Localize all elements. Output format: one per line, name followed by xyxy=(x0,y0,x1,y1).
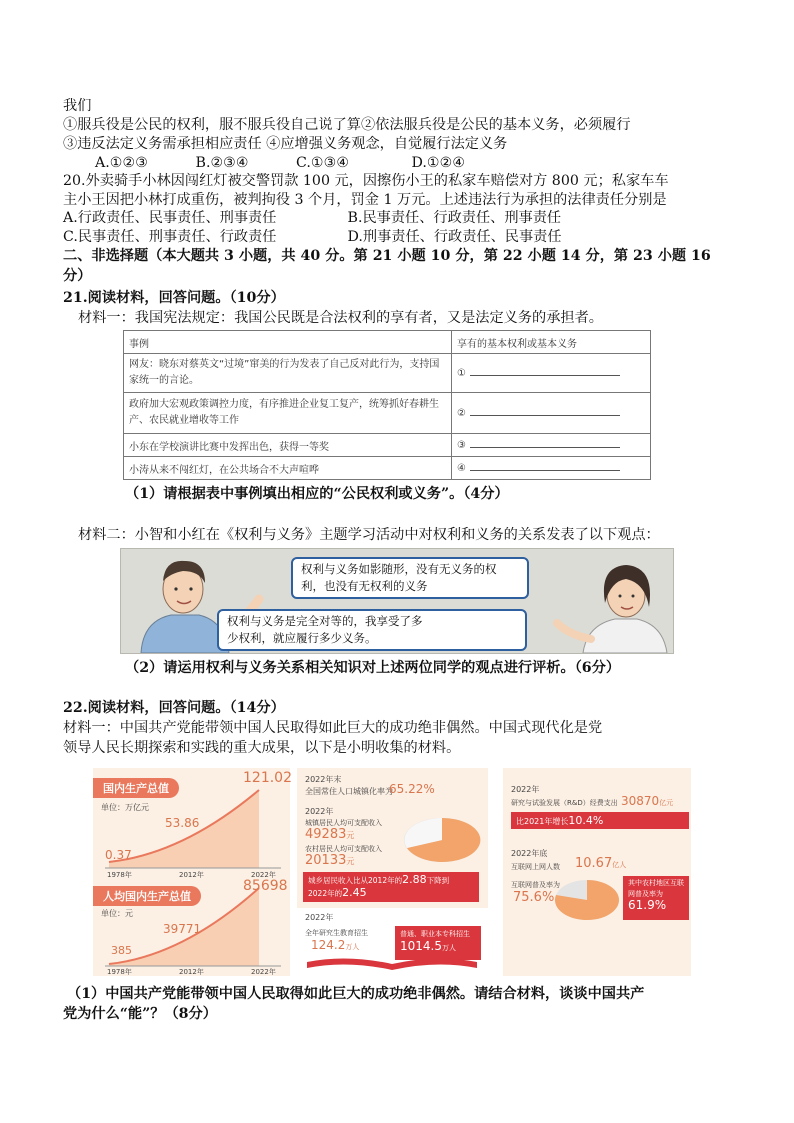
gdp-year-2012: 2012年 xyxy=(179,871,204,879)
gdp-year-2022: 2022年 xyxy=(251,871,276,879)
rural-rate-value: 61.9% xyxy=(628,898,667,912)
q21-title: 21.阅读材料，回答问题。（10分） xyxy=(63,290,285,306)
voc-enroll-label: 普通、职业本专科招生 xyxy=(400,930,470,938)
net-rate-label: 互联网普及率为 xyxy=(511,881,560,889)
net-year: 2022年底 xyxy=(511,849,548,858)
q22-sub1a: （1）中国共产党能带领中国人民取得如此巨大的成功绝非偶然。请结合材料，谈谈中国共产 xyxy=(67,986,645,1002)
ratio-from: 2.88 xyxy=(402,873,427,886)
book-icon xyxy=(297,768,488,976)
urban-year: 2022年末 xyxy=(305,775,342,784)
q22-material-1a: 材料一：中国共产党能带领中国人民取得如此巨大的成功绝非偶然。中国式现代化是党 xyxy=(63,720,603,736)
section2-heading-cont: 分） xyxy=(63,268,92,284)
table-row xyxy=(124,457,651,480)
net-rate: 75.6% xyxy=(513,890,555,905)
bubble-boy-line1: 权利与义务如影随形，没有无义务的权 xyxy=(301,562,497,576)
q21-sub2: （2）请运用权利与义务关系相关知识对上述两位同学的观点进行评析。（6分） xyxy=(125,660,621,676)
urban-income-unit: 元 xyxy=(346,831,355,840)
table-cell-answer[interactable] xyxy=(452,354,651,393)
rural-rate-box xyxy=(623,876,689,920)
per-capita-unit: 单位：元 xyxy=(101,909,133,918)
q20-choice-b[interactable]: B.民事责任、行政责任、刑事责任 xyxy=(347,210,562,226)
rights-duties-table xyxy=(123,330,651,480)
rd-unit: 亿元 xyxy=(659,799,674,807)
bubble-girl-line1: 权利与义务是完全对等的，我享受了多 xyxy=(227,614,423,628)
voc-enroll-number: 1014.5 xyxy=(400,939,442,953)
q20-stem-1: 20.外卖骑手小林因闯红灯被交警罚款 100 元，因擦伤小王的私家车赔偿对方 800 元；私家车车 xyxy=(63,173,669,189)
q19-options-3-4: ③违反法定义务需承担相应责任 ④应增强义务观念，自觉履行法定义务 xyxy=(63,136,508,152)
table-row xyxy=(124,434,651,457)
answer-blank[interactable] xyxy=(470,367,620,376)
q19-choice-b[interactable]: B.②③④ xyxy=(195,155,249,171)
rd-year: 2022年 xyxy=(511,785,540,794)
cartoon-illustration xyxy=(120,548,674,654)
education-year: 2022年 xyxy=(305,913,334,922)
ratio-mid: 下降到 xyxy=(426,876,450,885)
section2-heading: 二、非选择题（本大题共 3 小题，共 40 分。第 21 小题 10 分，第 22 小题 14 分，第 23 小题 16 xyxy=(63,248,711,264)
grad-enroll-label: 全年研究生教育招生 xyxy=(305,929,368,937)
q20-stem-2: 主小王因把小林打成重伤，被判拘役 3 个月，罚金 1 万元。上述违法行为承担的法律责任分别是 xyxy=(63,192,667,208)
urban-rate: 65.22% xyxy=(389,782,435,796)
rd-number: 30870 xyxy=(621,794,660,808)
table-header-answer: 享有的基本权利或基本义务 xyxy=(452,331,651,354)
table-cell-answer[interactable] xyxy=(452,393,651,434)
gdp-heading: 国内生产总值 xyxy=(93,778,179,798)
rural-income-number: 20133 xyxy=(305,853,347,868)
net-unit: 亿人 xyxy=(612,861,627,869)
per-capita-value-2022: 85698 xyxy=(243,878,288,894)
income-year: 2022年 xyxy=(305,807,334,816)
speech-bubble-girl xyxy=(217,609,527,651)
urban-income-label: 城镇居民人均可支配收入 xyxy=(305,819,382,827)
rd-label: 研究与试验发展（R&D）经费支出 xyxy=(511,799,618,807)
per-capita-value-1978: 385 xyxy=(111,944,132,957)
grad-enroll-unit: 万人 xyxy=(345,943,360,951)
per-capita-year-2022: 2022年 xyxy=(251,968,276,976)
q19-continued: 我们 xyxy=(63,98,92,114)
ratio-text: 城乡居民收入比从2012年的 xyxy=(308,876,403,885)
table-cell-case: 网友：晓东对蔡英文“过境”窜美的行为发表了自己反对此行为，支持国家统一的言论。 xyxy=(124,354,452,393)
table-header-case: 事例 xyxy=(124,331,452,354)
q22-sub1b: 党为什么“能”？（8分） xyxy=(63,1006,217,1022)
gdp-value-2012: 53.86 xyxy=(165,816,200,830)
table-cell-case: 政府加大宏观政策调控力度，有序推进企业复工复产，统筹抓好春耕生产、农民就业增收等工作 xyxy=(124,393,452,434)
table-cell-case: 小涛从来不闯红灯，在公共场合不大声喧哗 xyxy=(124,457,452,480)
q20-choice-d[interactable]: D.刑事责任、行政责任、民事责任 xyxy=(347,229,562,245)
answer-mark: ① xyxy=(457,368,466,379)
urban-income-number: 49283 xyxy=(305,827,347,842)
internet-pie-chart xyxy=(503,768,691,976)
answer-mark: ④ xyxy=(457,463,466,474)
rural-income-label: 农村居民人均可支配收入 xyxy=(305,845,382,853)
urban-text: 全国常住人口城镇化率为 xyxy=(305,787,393,796)
rural-rate-label: 其中农村地区互联网普及率为 xyxy=(628,879,684,898)
rd-growth-value: 10.4% xyxy=(568,814,604,827)
rural-income-unit: 元 xyxy=(346,857,355,866)
q21-material-1: 材料一：我国宪法规定：我国公民既是合法权利的享有者，又是法定义务的承担者。 xyxy=(78,310,603,326)
gdp-value-1978: 0.37 xyxy=(105,848,132,862)
answer-mark: ② xyxy=(457,408,466,419)
bubble-girl-line2: 少权利，就应履行多少义务。 xyxy=(227,631,377,645)
per-capita-year-1978: 1978年 xyxy=(107,968,132,976)
answer-blank[interactable] xyxy=(470,462,620,471)
q19-choice-d[interactable]: D.①②④ xyxy=(411,155,466,171)
q20-choices-ab xyxy=(63,209,561,228)
table-cell-case: 小东在学校演讲比赛中发挥出色，获得一等奖 xyxy=(124,434,452,457)
q19-choice-c[interactable]: C.①③④ xyxy=(296,155,350,171)
net-label: 互联网上网人数 xyxy=(511,863,560,871)
table-header-row xyxy=(124,331,651,354)
q19-choice-a[interactable]: A.①②③ xyxy=(95,155,148,171)
infographic-tech-panel xyxy=(503,768,691,976)
q22-title: 22.阅读材料，回答问题。（14分） xyxy=(63,700,285,716)
ratio-to: 2.45 xyxy=(342,886,367,899)
table-row xyxy=(124,393,651,434)
net-number: 10.67 xyxy=(575,856,613,871)
voc-enroll-unit: 万人 xyxy=(442,944,456,952)
q22-material-1b: 领导人民长期探索和实践的重大成果，以下是小明收集的材料。 xyxy=(63,740,461,756)
table-cell-answer[interactable] xyxy=(452,457,651,480)
answer-blank[interactable] xyxy=(470,439,620,448)
bubble-boy-line2: 利，也没有无权利的义务 xyxy=(301,579,428,593)
gdp-value-2022: 121.02 xyxy=(243,770,292,786)
q21-material-2: 材料二：小智和小红在《权利与义务》主题学习活动中对权利和义务的关系发表了以下观点： xyxy=(78,527,660,543)
per-capita-value-2012: 39771 xyxy=(163,922,202,936)
table-cell-answer[interactable] xyxy=(452,434,651,457)
per-capita-gdp-heading: 人均国内生产总值 xyxy=(93,886,201,906)
gdp-unit: 单位：万亿元 xyxy=(101,803,149,812)
table-row xyxy=(124,354,651,393)
gdp-year-1978: 1978年 xyxy=(107,871,132,879)
q20-choice-a[interactable]: A.行政责任、民事责任、刑事责任 xyxy=(63,210,277,226)
infographic-gdp-panel xyxy=(93,768,290,976)
q20-choice-c[interactable]: C.民事责任、刑事责任、行政责任 xyxy=(63,229,277,245)
ratio-to-prefix: 2022年的 xyxy=(308,889,343,898)
q21-sub1: （1）请根据表中事例填出相应的“公民权利或义务”。（4分） xyxy=(125,486,509,502)
speech-bubble-boy xyxy=(291,557,529,599)
rd-growth-text: 比2021年增长 xyxy=(516,817,569,826)
q19-choices xyxy=(95,154,465,173)
answer-mark: ③ xyxy=(457,440,466,451)
q19-options-1-2: ①服兵役是公民的权利，服不服兵役自己说了算②依法服兵役是公民的基本义务，必须履行 xyxy=(63,117,631,133)
answer-blank[interactable] xyxy=(470,407,620,416)
infographic-society-panel xyxy=(297,768,488,976)
girl-figure xyxy=(557,565,667,653)
grad-enroll-number: 124.2 xyxy=(311,938,346,952)
per-capita-year-2012: 2012年 xyxy=(179,968,204,976)
q20-choices-cd xyxy=(63,228,562,247)
